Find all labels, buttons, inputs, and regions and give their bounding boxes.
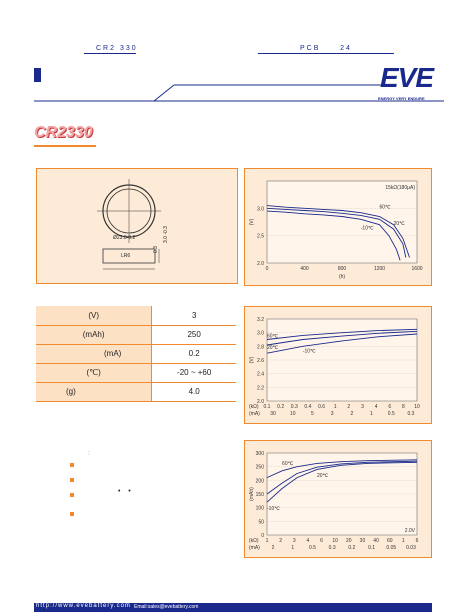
y-tick-label: 2.2 xyxy=(257,385,264,392)
y-tick-label: 2.5 xyxy=(257,233,264,240)
x-tick-label: 4 xyxy=(374,404,378,410)
y-tick-label: 2.4 xyxy=(257,371,264,378)
x-tick-label: 6 xyxy=(320,538,323,544)
title-underline xyxy=(34,145,96,147)
spec-key: (℃) xyxy=(36,363,152,382)
series-label: -10℃ xyxy=(267,506,280,513)
pcb-underline xyxy=(258,53,394,54)
series-label: 60℃ xyxy=(282,460,294,467)
y-tick-label: 3.0 xyxy=(257,330,264,337)
x-tick-label: 1 xyxy=(265,538,269,544)
x-tick-label: 10 xyxy=(414,404,420,410)
y-tick-label: 2.6 xyxy=(257,358,264,364)
x-tick-label: 10 xyxy=(332,538,338,544)
footer-email[interactable]: Email:sales@evebattery.com xyxy=(134,604,199,610)
x-tick-label: 30 xyxy=(359,538,366,544)
chart-panel-discharge xyxy=(244,168,432,286)
y-tick-label: 2.0 xyxy=(257,399,264,405)
inner-label: LR6 xyxy=(121,253,131,259)
series-label: 20℃ xyxy=(267,344,279,351)
y-tick-label: 3.0 xyxy=(257,206,264,213)
model-code: CR2 330 xyxy=(96,45,138,52)
footer-url[interactable]: http://www.evebattery.com xyxy=(36,603,131,609)
series-label: 60℃ xyxy=(267,333,279,340)
x-tick-label: 2 xyxy=(347,404,351,410)
x-tick-label: 400 xyxy=(300,266,309,272)
spec-key: (mAh) xyxy=(36,325,152,344)
battery-drawing xyxy=(37,169,239,285)
y-tick-label: 50 xyxy=(258,519,264,526)
x-tick-label: 1 xyxy=(401,538,405,544)
x2-tick-label: 0.3 xyxy=(328,545,336,551)
capacity-chart xyxy=(245,441,433,559)
x-unit-label: (kΩ) xyxy=(249,404,259,410)
x-tick-label: 8 xyxy=(401,404,405,410)
y-tick-label: 100 xyxy=(255,505,264,512)
spec-row xyxy=(36,306,236,325)
x-tick-label: 20 xyxy=(346,538,352,544)
series-label: 20℃ xyxy=(317,473,329,480)
spec-value: -20 ~ +60 xyxy=(152,363,236,382)
spec-key: (V) xyxy=(36,306,152,325)
chart-panel-capacity xyxy=(244,440,432,558)
y-tick-label: 250 xyxy=(255,464,264,471)
feature-text: • • xyxy=(118,488,131,495)
x-tick-label: 3 xyxy=(361,404,364,410)
x2-unit-label: (mA) xyxy=(249,411,260,417)
x-tick-label: 40 xyxy=(373,538,379,544)
x-tick-label: 0 xyxy=(265,266,269,272)
feature-bullet xyxy=(70,493,74,497)
spec-row xyxy=(36,325,236,344)
y-tick-label: 300 xyxy=(255,451,264,457)
model-underline xyxy=(84,53,136,54)
spec-row xyxy=(36,382,236,401)
series-label: 20℃ xyxy=(393,221,405,228)
x-tick-label: 0.6 xyxy=(318,404,326,410)
x-tick-label: 2 xyxy=(279,538,283,544)
drawing-panel xyxy=(36,168,238,284)
x-tick-label: 60 xyxy=(386,538,393,544)
x2-tick-label: 0.5 xyxy=(387,411,395,417)
spec-row xyxy=(36,363,236,382)
spec-value: 250 xyxy=(152,325,236,344)
x2-tick-label: 0.05 xyxy=(386,545,397,551)
spec-row xyxy=(36,344,236,363)
x-tick-label: 0.3 xyxy=(290,404,298,410)
y-tick-label: 2.0 xyxy=(257,261,264,267)
x2-tick-label: 0.1 xyxy=(368,545,376,551)
x-tick-label: 3 xyxy=(292,538,296,544)
x-tick-label: 0.2 xyxy=(277,404,285,410)
diameter-label: Ø23.0-0.2 xyxy=(113,235,136,241)
spec-key: (g) xyxy=(36,382,152,401)
x-tick-label: 800 xyxy=(337,266,347,272)
x2-tick-label: 10 xyxy=(289,411,296,417)
header-marker xyxy=(34,68,41,82)
spec-value: 4.0 xyxy=(152,382,236,401)
x-tick-label: 1600 xyxy=(411,266,423,272)
height-label: 3.0 -0.3 xyxy=(163,226,169,243)
x-tick-label: 0.4 xyxy=(304,404,312,410)
x-unit-label: (kΩ) xyxy=(249,538,259,544)
spec-value: 3 xyxy=(152,306,236,325)
y-tick-label: 3.2 xyxy=(257,317,264,323)
x-tick-label: 1200 xyxy=(373,266,386,272)
cutoff-label: 2.0V xyxy=(404,528,415,534)
y-axis-label: (V) xyxy=(249,218,255,226)
x2-tick-label: 0.5 xyxy=(308,545,316,551)
x-tick-label: 1 xyxy=(333,404,337,410)
pcb-text: PCB 24 xyxy=(300,45,352,52)
brand-tagline: ENERGY VERY ENDURE xyxy=(378,96,425,101)
x2-tick-label: 2 xyxy=(271,545,275,551)
spec-value: 0.2 xyxy=(152,344,236,363)
series-label: 60℃ xyxy=(379,204,391,211)
x2-tick-label: 3 xyxy=(330,411,334,417)
x-tick-label: 6 xyxy=(415,538,419,544)
x-tick-label: 4 xyxy=(306,538,310,544)
x2-tick-label: 0.03 xyxy=(406,545,416,551)
y-tick-label: 2.8 xyxy=(257,344,264,351)
features-heading: : xyxy=(88,450,90,457)
x2-tick-label: 0.3 xyxy=(407,411,415,417)
chart-annotation: 15kΩ(180μA) xyxy=(385,185,415,191)
y-axis-label: (V) xyxy=(249,356,255,364)
top-label: 0.3 xyxy=(153,246,159,253)
feature-bullet xyxy=(70,463,74,467)
series-label: -10℃ xyxy=(360,225,374,232)
series-label: -10℃ xyxy=(302,348,316,355)
y-tick-label: 200 xyxy=(255,478,264,485)
y-axis-label: (mAh) xyxy=(249,487,255,501)
feature-bullet xyxy=(70,478,74,482)
x2-tick-label: 30 xyxy=(270,411,276,417)
load-voltage-chart xyxy=(245,307,433,425)
x-tick-label: 0.1 xyxy=(263,404,271,410)
product-title: CR2330 xyxy=(34,124,93,141)
chart-panel-load xyxy=(244,306,432,424)
x2-unit-label: (mA) xyxy=(249,545,260,551)
discharge-chart xyxy=(245,169,433,287)
x2-tick-label: 5 xyxy=(311,411,314,417)
x2-tick-label: 2 xyxy=(350,411,354,417)
y-tick-label: 0 xyxy=(261,533,264,539)
feature-bullet xyxy=(70,512,74,516)
x2-tick-label: 1 xyxy=(370,411,373,417)
x-axis-label: (h) xyxy=(338,274,346,280)
spec-table xyxy=(36,306,236,402)
x2-tick-label: 1 xyxy=(291,545,295,551)
y-tick-label: 150 xyxy=(255,492,264,498)
brand-logo: EVE xyxy=(380,62,434,93)
x2-tick-label: 0.2 xyxy=(348,545,356,551)
x-tick-label: 6 xyxy=(388,404,392,410)
spec-key: (mA) xyxy=(36,344,152,363)
